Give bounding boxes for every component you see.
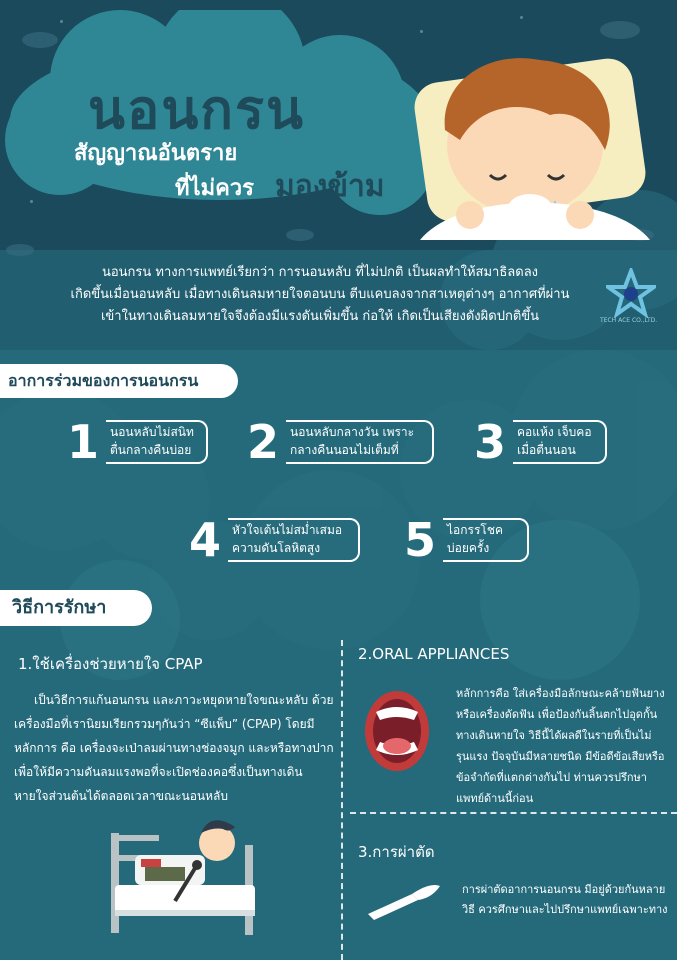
symptom-line: ตื่นกลางคืนบ่อย [110, 443, 192, 457]
horizontal-divider [350, 812, 677, 814]
logo-text: TECH ACE CO.,LTD. [600, 317, 658, 324]
oral-appliances-title: 2.ORAL APPLIANCES [358, 645, 510, 663]
tech-ace-logo-icon [606, 268, 656, 318]
symptom-line: ความดันโลหิตสูง [232, 541, 321, 555]
cpap-body: เป็นวิธีการแก้นอนกรน และภาวะหยุดหายใจขณะหลับ ด้วยเครื่องมือที่เรานิยมเรียกรวมๆกันว่า “ซีแพ็บ” (CPAP) โดยมีหลักการ คือ เครื่องจะเป่าลมผ่านทางช่องจมูก และหรือทางปาก เพื่อให้มีความดันลมแรงพอที่จะเปิดช่องคอซึ่งเป็นทางเดินหายใจส่วนต้นได้ตลอดเวลาขณะนอนหลับ [14, 693, 334, 803]
sleeping-boy-illustration [400, 40, 660, 240]
symptom-text [232, 521, 342, 557]
treatment-heading: วิธีการรักษา [0, 590, 152, 626]
cpap-title: 1.ใช้เครื่องช่วยหายใจ CPAP [18, 655, 203, 673]
symptom-number: 4 [188, 513, 221, 567]
surgery-body: การผ่าตัดอาการนอนกรน มีอยู่ด้วยกันหลายวิธี ควรศึกษาและไปปรึกษาแพทย์เฉพาะทาง [462, 883, 668, 916]
symptom-number: 2 [246, 415, 279, 469]
intro-line: เกิดขึ้นเมื่อนอนหลับ เมื่อทางเดินลมหายใจตอนบน ตีบแคบลงจากสาเหตุต่างๆ อากาศที่ผ่าน [70, 287, 570, 302]
symptom-line: คอแห้ง เจ็บคอ [517, 425, 592, 439]
symptom-item [170, 513, 370, 567]
symptom-number: 3 [473, 415, 506, 469]
symptom-line: บ่อยครั้ง [447, 541, 490, 555]
vertical-divider [341, 640, 343, 960]
symptom-text [110, 423, 194, 459]
symptom-text [290, 423, 414, 459]
intro-text [40, 262, 600, 328]
symptom-item [228, 415, 438, 469]
symptom-line: กลางคืนนอนไม่เต็มที่ [290, 443, 399, 457]
symptom-number: 1 [66, 415, 99, 469]
symptom-line: หัวใจเต้นไม่สม่ำเสมอ [232, 523, 343, 537]
symptom-line: นอนหลับไม่สนิท [110, 425, 194, 439]
symptom-number: 5 [403, 513, 436, 567]
oral-appliances-body: หลักการคือ ใส่เครื่องมือลักษณะคล้ายฟันยาง หรือเครื่องดัดฟัน เพื่อป้องกันลิ้นตกไปอุดกั้นทางเดินหายใจ วิธีนี้ได้ผลดีในรายที่เป็นไม่รุนแรง ปัจจุบันมีหลายชนิด มีข้อดีข้อเสียหรือข้อจำกัดที่แตกต่างกันไป ท่านควรปรึกษาแพทย์ด้านนี้ก่อน [456, 687, 665, 805]
open-mouth-icon [362, 688, 432, 774]
symptom-item [385, 513, 535, 567]
title-subtitle-1: สัญญาณอันตราย [74, 141, 238, 166]
symptom-item [48, 415, 208, 469]
star-dot [520, 16, 523, 19]
symptom-line: นอนหลับกลางวัน เพราะ [290, 425, 415, 439]
symptom-line: ไอกรรโชค [447, 523, 504, 537]
page-title: นอนกรน [88, 78, 305, 141]
scalpel-icon [360, 880, 444, 924]
title-subtitle-2: ที่ไม่ควร [175, 176, 254, 201]
title-emphasis: มองข้าม [275, 169, 385, 204]
symptom-item [455, 415, 615, 469]
surgery-title: 3.การผ่าตัด [358, 843, 435, 861]
symptoms-heading: อาการร่วมของการนอนกรน [0, 364, 238, 398]
symptom-text [517, 423, 592, 459]
intro-line: เข้าในทางเดินลมหายใจจึงต้องมีแรงดันเพิ่มขึ้น ก่อให้ เกิดเป็นเสียงดังผิดปกติขึ้น [100, 309, 540, 324]
cpap-patient-illustration [105, 815, 265, 955]
symptom-line: เมื่อตื่นนอน [517, 443, 576, 457]
symptom-text [447, 521, 503, 557]
intro-line: นอนกรน ทางการแพทย์เรียกว่า การนอนหลับ ที่ไม่ปกติ เป็นผลทำให้สมาธิลดลง [101, 265, 539, 280]
